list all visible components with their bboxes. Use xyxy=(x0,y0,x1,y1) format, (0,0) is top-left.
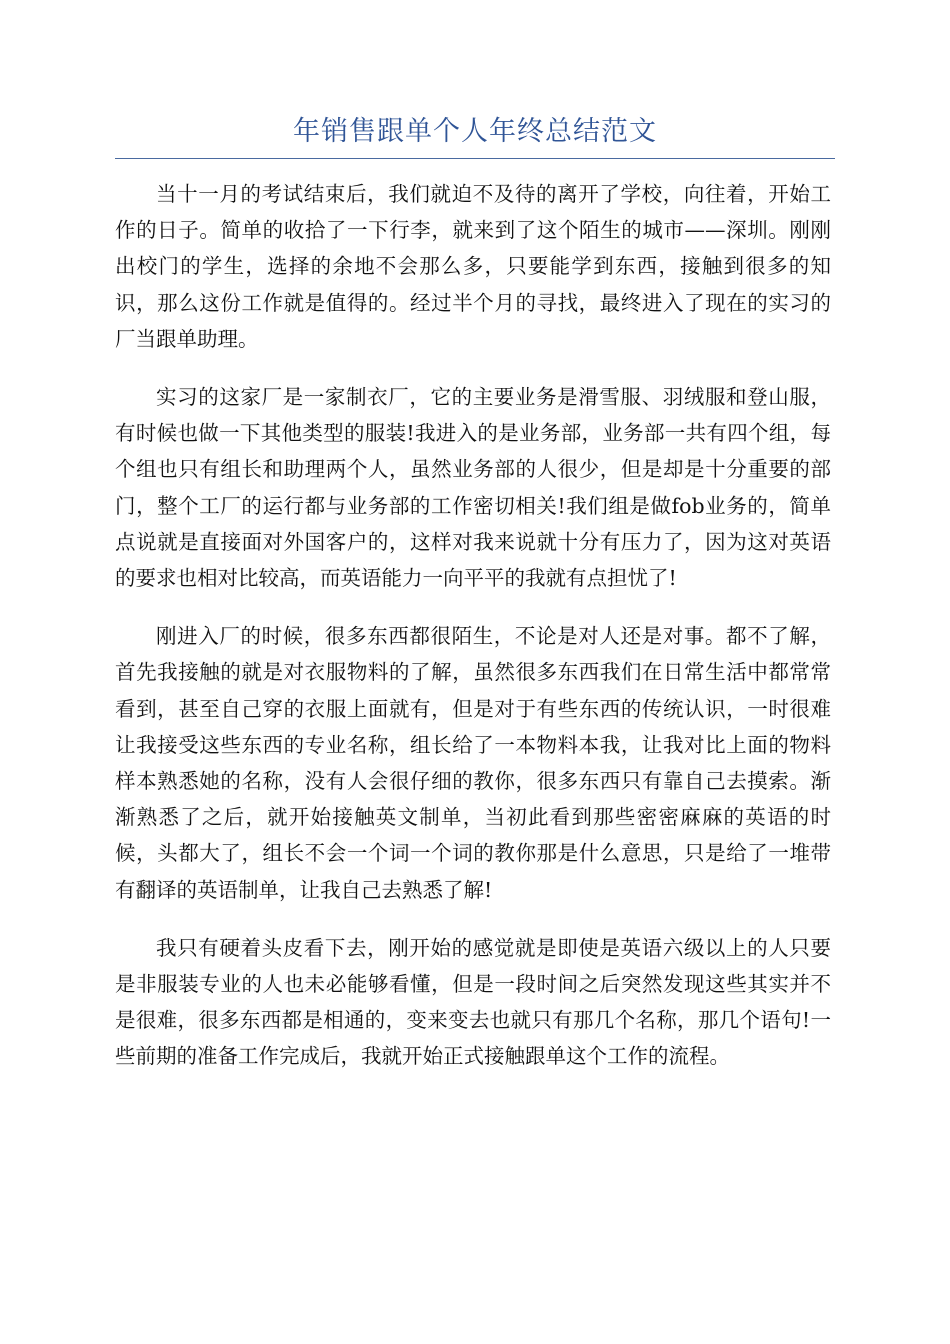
paragraph-2: 实习的这家厂是一家制衣厂，它的主要业务是滑雪服、羽绒服和登山服，有时候也做一下其他类型的服装!我进入的是业务部，业务部一共有四个组，每个组也只有组长和助理两个人，虽然业务部的人很少，但是却是十分重要的部门，整个工厂的运行都与业务部的工作密切相关!我们组是做fob业务的，简单点说就是直接面对外国客户的，这样对我来说就十分有压力了，因为这对英语的要求也相对比较高，而英语能力一向平平的我就有点担忧了! xyxy=(115,385,831,591)
paragraph-1: 当十一月的考试结束后，我们就迫不及待的离开了学校，向往着，开始工作的日子。简单的收拾了一下行李，就来到了这个陌生的城市——深圳。刚刚出校门的学生，选择的余地不会那么多，只要能学到东西，接触到很多的知识，那么这份工作就是值得的。经过半个月的寻找，最终进入了现在的实习的厂当跟单助理。 xyxy=(115,182,831,351)
page-title: 年销售跟单个人年终总结范文 xyxy=(293,116,657,147)
document-body xyxy=(115,176,831,1097)
paragraph-4: 我只有硬着头皮看下去，刚开始的感觉就是即使是英语六级以上的人只要是非服装专业的人也未必能够看懂，但是一段时间之后突然发现这些其实并不是很难，很多东西都是相通的，变来变去也就只有那几个名称，那几个语句!一些前期的准备工作完成后，我就开始正式接触跟单这个工作的流程。 xyxy=(115,935,831,1069)
title-block xyxy=(115,112,835,159)
paragraph-3: 刚进入厂的时候，很多东西都很陌生，不论是对人还是对事。都不了解，首先我接触的就是对衣服物料的了解，虽然很多东西我们在日常生活中都常常看到，甚至自己穿的衣服上面就有，但是对于有些东西的传统认识，一时很难让我接受这些东西的专业名称，组长给了一本物料本我，让我对比上面的物料样本熟悉她的名称，没有人会很仔细的教你，很多东西只有靠自己去摸索。渐渐熟悉了之后，就开始接触英文制单，当初此看到那些密密麻麻的英语的时候，头都大了，组长不会一个词一个词的教你那是什么意思，只是给了一堆带有翻译的英语制单，让我自己去熟悉了解! xyxy=(115,624,831,902)
